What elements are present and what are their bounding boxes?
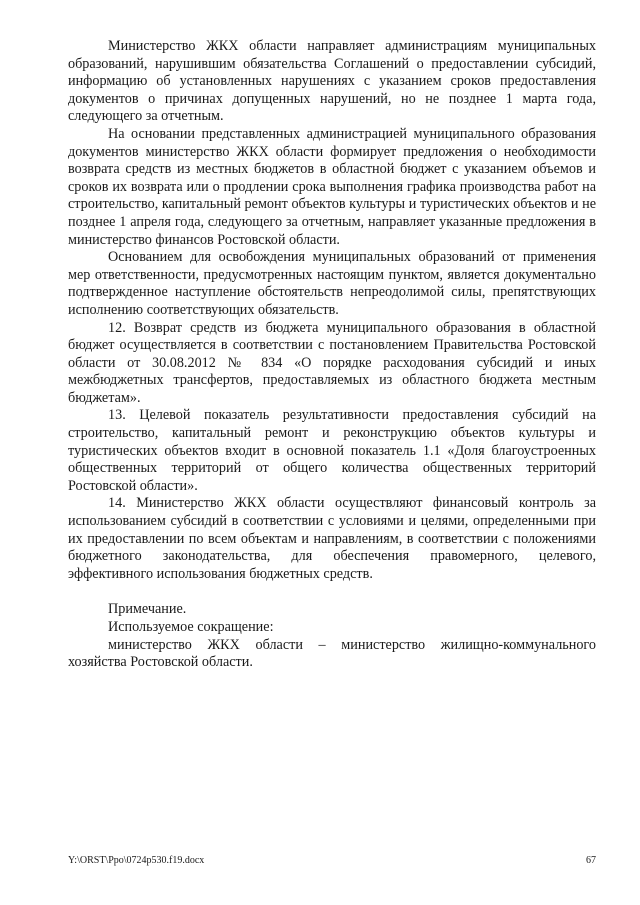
paragraph-force-majeure: Основанием для освобождения муниципальных образований от применения мер ответственности, предусмотренных настоящим пунктом, является документально подтвержденное наступление обстоятельств непреодолимой силы, препятствующих исполнению соответствующих обязательств. <box>68 249 596 318</box>
note-block <box>68 601 596 671</box>
footer-file-path: Y:\ORST\Ppo\0724p530.f19.docx <box>68 855 205 866</box>
document-body <box>68 38 596 672</box>
paragraph-violations-notice: Министерство ЖКХ области направляет администрациям муниципальных образований, нарушившим обязательства Соглашений о предоставлении субсидий, информацию об установленных нарушениях с указанием сроков предоставления документов о причинах допущенных нарушений, но не позднее 1 марта года, следующего за отчетным. <box>68 38 596 125</box>
paragraph-return-proposals: На основании представленных администрацией муниципального образования документов министерство ЖКХ области формирует предложения о необходимости возврата средств из местных бюджетов в областной бюджет с указанием объемов и сроков их возврата или о продлении срока выполнения графика производства работ на строительство, капитальный ремонт объектов культуры и туристических объектов и не позднее 1 апреля года, следующего за отчетным, направляет указанные предложения в министерство финансов Ростовской области. <box>68 125 596 248</box>
paragraph-item-13: 13. Целевой показатель результативности предоставления субсидий на строительство, капитальный ремонт и реконструкцию объектов культуры и туристических объектов входит в основной показатель 1.1 «Доля благоустроенных общественных территорий от общего количества общественных территорий Ростовской области». <box>68 407 596 494</box>
note-text: министерство ЖКХ области – министерство жилищно-коммунального хозяйства Ростовской области. <box>68 636 596 671</box>
note-subheading: Используемое сокращение: <box>108 619 274 635</box>
page-footer <box>68 855 596 867</box>
paragraph-item-14: 14. Министерство ЖКХ области осуществляют финансовый контроль за использованием субсидий в соответствии с условиями и целями, определенными при их предоставлении по всем объектам и направлениям, в соответствии с положениями бюджетного законодательства, для обеспечения правомерного, целевого, эффективного использования бюджетных средств. <box>68 495 596 582</box>
footer-page-number: 67 <box>586 855 596 866</box>
paragraph-item-12: 12. Возврат средств из бюджета муниципального образования в областной бюджет осуществляется в соответствии с постановлением Правительства Ростовской области от 30.08.2012 № 834 «О порядке расходования субсидий и иных межбюджетных трансфертов, предоставляемых из областного бюджета местным бюджетам». <box>68 319 596 406</box>
note-heading: Примечание. <box>108 601 187 618</box>
